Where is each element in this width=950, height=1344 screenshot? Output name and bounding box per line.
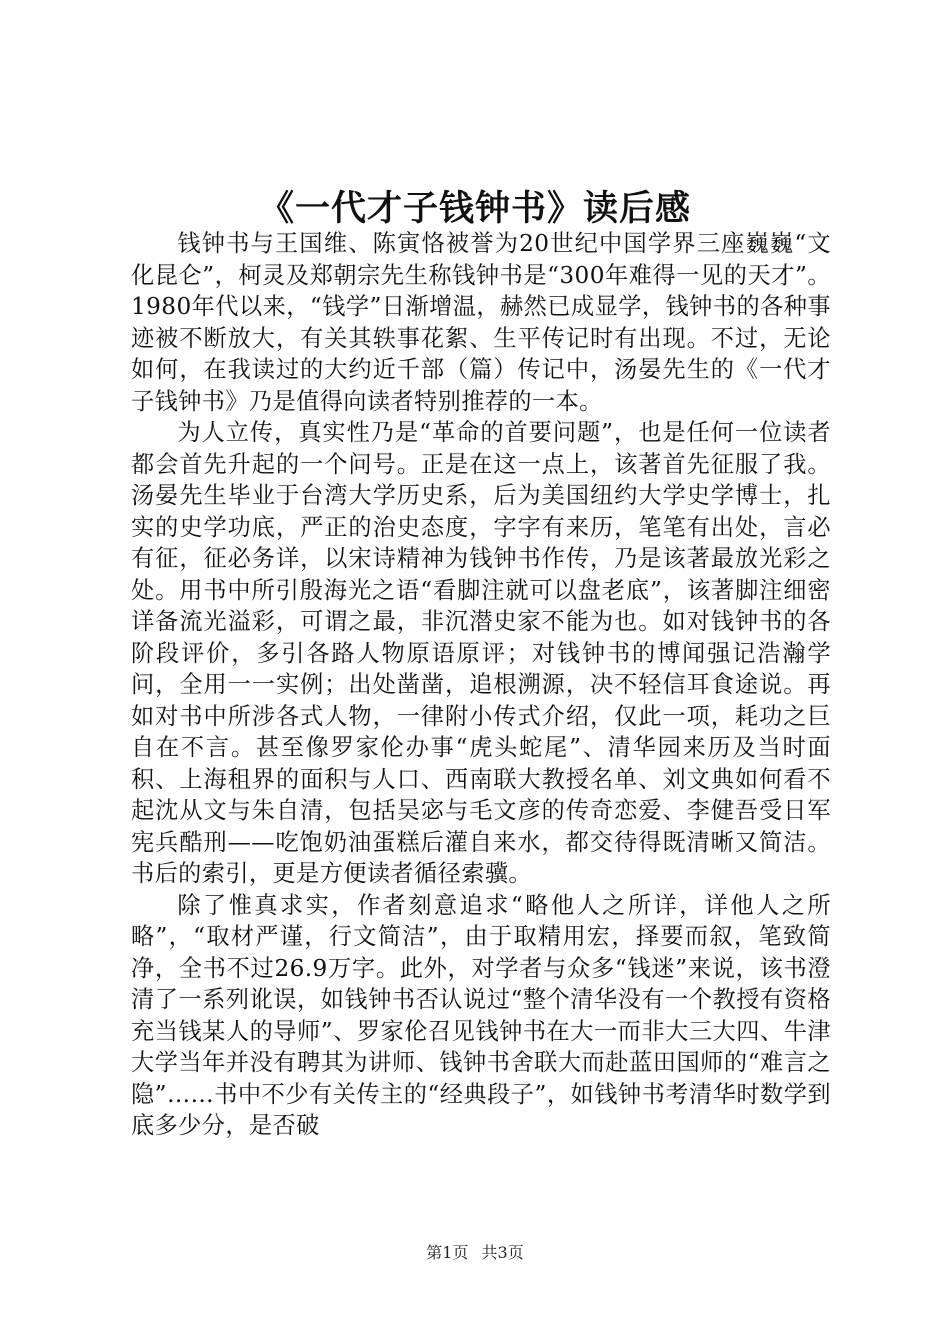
page-total: 共3页: [481, 1243, 524, 1262]
page-footer: [0, 1242, 950, 1264]
paragraph: 除了惟真求实，作者刻意追求“略他人之所详，详他人之所略”，“取材严谨，行文简洁”，由于取精用宏，择要而叙，笔致简净，全书不过26.9万字。此外，对学者与众多“钱迷”来说，该书澄清了一系列讹误，如钱钟书否认说过“整个清华没有一个教授有资格充当钱某人的导师”、罗家伦召见钱钟书在大一而非大三大四、牛津大学当年并没有聘其为讲师、钱钟书舍联大而赴蓝田国师的“难言之隐”……书中不少有关传主的“经典段子”，如钱钟书考清华时数学到底多少分，是否破: [131, 891, 831, 1139]
paragraph: 钱钟书与王国维、陈寅恪被誉为20世纪中国学界三座巍巍“文化昆仑”，柯灵及郑朝宗先生称钱钟书是“300年难得一见的天才”。1980年代以来，“钱学”日渐增温，赫然已成显学，钱钟书的各种事迹被不断放大，有关其轶事花絮、生平传记时有出现。不过，无论如何，在我读过的大约近千部（篇）传记中，汤晏先生的《一代才子钱钟书》乃是值得向读者特别推荐的一本。: [131, 230, 831, 415]
page-number: 第1页: [426, 1243, 469, 1262]
document-body: [131, 228, 831, 1142]
paragraph: 为人立传，真实性乃是“革命的首要问题”，也是任何一位读者都会首先升起的一个问号。正是在这一点上，该著首先征服了我。汤晏先生毕业于台湾大学历史系，后为美国纽约大学史学博士，扎实的史学功底，严正的治史态度，字字有来历，笔笔有出处，言必有征，征必务详，以宋诗精神为钱钟书作传，乃是该著最放光彩之处。用书中所引殷海光之语“看脚注就可以盘老底”，该著脚注细密详备流光溢彩，可谓之最，非沉潜史家不能为也。如对钱钟书的各阶段评价，多引各路人物原语原评；对钱钟书的博闻强记浩瀚学问，全用一一实例；出处凿凿，追根溯源，决不轻信耳食途说。再如对书中所涉各式人物，一律附小传式介绍，仅此一项，耗功之巨自在不言。甚至像罗家伦办事“虎头蛇尾”、清华园来历及当时面积、上海租界的面积与人口、西南联大教授名单、刘文典如何看不起沈从文与朱自清，包括吴宓与毛文彦的传奇恋爱、李健吾受日军宪兵酷刑——吃饱奶油蛋糕后灌自来水，都交待得既清晰又简洁。书后的索引，更是方便读者循径索骥。: [131, 419, 831, 887]
document-title: 《一代才子钱钟书》读后感: [258, 189, 691, 229]
